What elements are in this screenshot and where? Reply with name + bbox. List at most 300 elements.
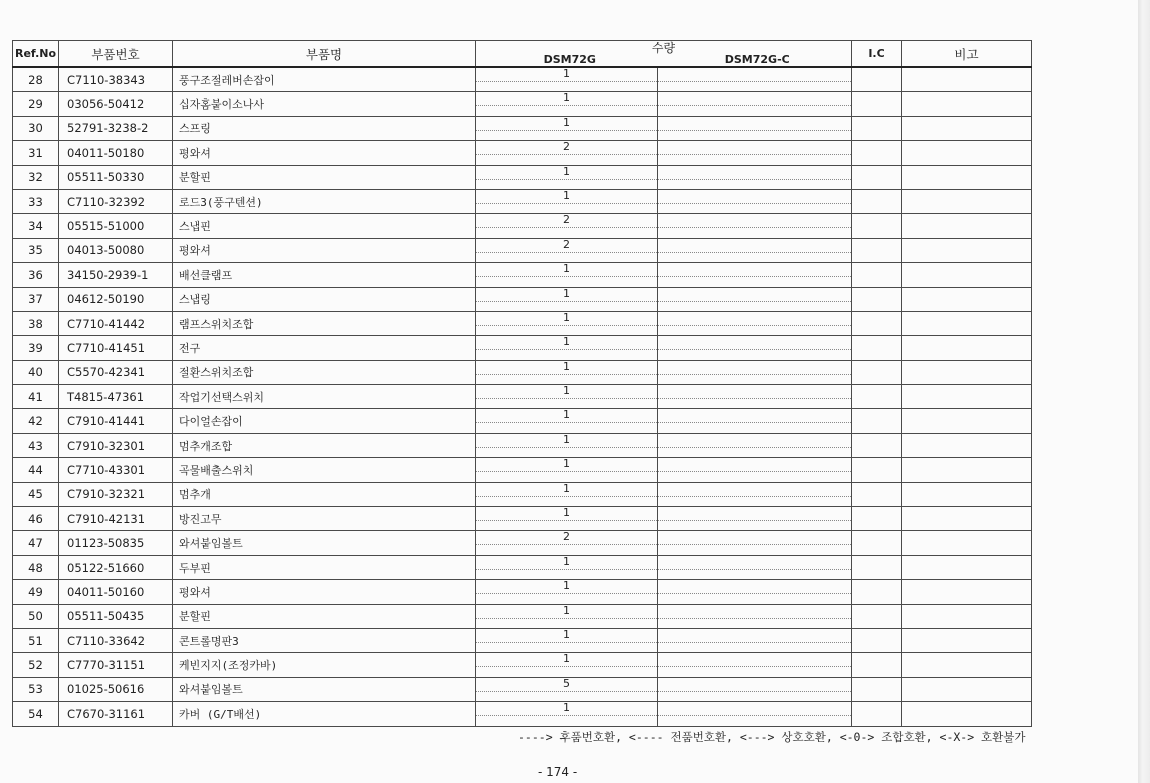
qty-guide-line [658, 520, 851, 521]
qty-guide-line [658, 593, 851, 594]
row-ic [852, 482, 902, 506]
row-ic [852, 580, 902, 604]
row-qty-dsm72g [476, 165, 658, 189]
qty-guide-line [658, 276, 851, 277]
row-part-number: 04011-50180 [59, 141, 173, 165]
qty-guide-line [476, 715, 657, 716]
header-remarks: 비고 [902, 41, 1032, 68]
row-part-name: 절환스위치조합 [173, 360, 476, 384]
qty-guide-line [476, 666, 657, 667]
row-qty-dsm72g-c [658, 409, 852, 433]
row-remarks [902, 214, 1032, 238]
row-remarks [902, 555, 1032, 579]
row-remarks [902, 531, 1032, 555]
row-remarks [902, 458, 1032, 482]
row-qty-dsm72g-c [658, 214, 852, 238]
row-part-number: 05515-51000 [59, 214, 173, 238]
row-ref-no: 38 [13, 311, 59, 335]
row-ref-no: 42 [13, 409, 59, 433]
row-ic [852, 385, 902, 409]
row-qty-dsm72g-value: 1 [563, 457, 570, 471]
table-row [13, 604, 1032, 628]
row-qty-dsm72g [476, 702, 658, 726]
interchange-legend: ----> 후품번호환, <---- 전품번호환, <---> 상호호환, <-0-> 조합호환, <-X-> 호환불가 [518, 730, 1026, 744]
row-part-number: 34150-2939-1 [59, 263, 173, 287]
row-qty-dsm72g [476, 214, 658, 238]
table-row [13, 116, 1032, 140]
row-part-number: 04013-50080 [59, 238, 173, 262]
row-ic [852, 409, 902, 433]
row-part-number: C7910-32301 [59, 433, 173, 457]
row-part-name: 케빈지지(조정카바) [173, 653, 476, 677]
row-part-name: 방진고무 [173, 507, 476, 531]
row-part-name: 스프링 [173, 116, 476, 140]
row-qty-dsm72g-c [658, 653, 852, 677]
row-part-name: 배선클램프 [173, 263, 476, 287]
qty-guide-line [658, 544, 851, 545]
row-remarks [902, 507, 1032, 531]
row-qty-dsm72g-c [658, 311, 852, 335]
qty-guide-line [658, 179, 851, 180]
row-qty-dsm72g [476, 141, 658, 165]
row-part-name: 다이얼손잡이 [173, 409, 476, 433]
row-part-name: 작업기선택스위치 [173, 385, 476, 409]
row-part-number: C7710-41442 [59, 311, 173, 335]
qty-guide-line [658, 154, 851, 155]
row-qty-dsm72g [476, 92, 658, 116]
row-ref-no: 36 [13, 263, 59, 287]
row-part-number: 04011-50160 [59, 580, 173, 604]
row-remarks [902, 433, 1032, 457]
qty-guide-line [476, 569, 657, 570]
row-ref-no: 49 [13, 580, 59, 604]
row-qty-dsm72g [476, 482, 658, 506]
qty-guide-line [476, 691, 657, 692]
row-qty-dsm72g [476, 189, 658, 213]
row-part-name: 스냅링 [173, 287, 476, 311]
row-qty-dsm72g [476, 311, 658, 335]
table-row [13, 360, 1032, 384]
row-ic [852, 360, 902, 384]
row-ref-no: 33 [13, 189, 59, 213]
row-qty-dsm72g-value: 1 [563, 311, 570, 324]
header-part-name: 부품명 [173, 41, 476, 68]
row-part-number: C7110-32392 [59, 189, 173, 213]
qty-guide-line [658, 569, 851, 570]
table-row [13, 214, 1032, 238]
row-ic [852, 433, 902, 457]
qty-guide-line [476, 398, 657, 399]
row-qty-dsm72g [476, 555, 658, 579]
row-part-name: 곡물배출스위치 [173, 458, 476, 482]
qty-guide-line [476, 496, 657, 497]
row-qty-dsm72g-value: 5 [563, 677, 570, 690]
row-remarks [902, 677, 1032, 701]
qty-guide-line [658, 715, 851, 716]
row-part-name: 와셔붙임볼트 [173, 531, 476, 555]
row-part-name: 평와셔 [173, 238, 476, 262]
row-qty-dsm72g-value: 2 [563, 238, 570, 251]
row-ref-no: 50 [13, 604, 59, 628]
row-ref-no: 40 [13, 360, 59, 384]
row-part-number: C7910-32321 [59, 482, 173, 506]
row-ic [852, 189, 902, 213]
qty-guide-line [476, 203, 657, 204]
qty-guide-line [476, 105, 657, 106]
scan-edge [1138, 0, 1150, 783]
qty-guide-line [476, 593, 657, 594]
qty-guide-line [476, 544, 657, 545]
row-ic [852, 311, 902, 335]
table-row [13, 653, 1032, 677]
row-ic [852, 531, 902, 555]
row-ic [852, 555, 902, 579]
row-part-number: 52791-3238-2 [59, 116, 173, 140]
qty-guide-line [476, 447, 657, 448]
row-ic [852, 458, 902, 482]
qty-guide-line [658, 496, 851, 497]
table-row [13, 336, 1032, 360]
qty-guide-line [476, 276, 657, 277]
parts-table [12, 40, 1032, 727]
row-qty-dsm72g [476, 604, 658, 628]
row-ic [852, 677, 902, 701]
row-remarks [902, 653, 1032, 677]
row-ref-no: 54 [13, 702, 59, 726]
row-ref-no: 47 [13, 531, 59, 555]
row-part-number: C7710-43301 [59, 458, 173, 482]
row-qty-dsm72g-c [658, 677, 852, 701]
row-qty-dsm72g-c [658, 433, 852, 457]
row-part-name: 평와셔 [173, 580, 476, 604]
row-qty-dsm72g-c [658, 336, 852, 360]
row-part-number: C7710-41451 [59, 336, 173, 360]
row-qty-dsm72g-c [658, 580, 852, 604]
row-qty-dsm72g-c [658, 555, 852, 579]
row-qty-dsm72g-value: 1 [563, 262, 570, 276]
row-remarks [902, 263, 1032, 287]
table-row [13, 189, 1032, 213]
qty-guide-line [476, 179, 657, 180]
row-ref-no: 31 [13, 141, 59, 165]
row-qty-dsm72g [476, 580, 658, 604]
row-ref-no: 30 [13, 116, 59, 140]
qty-guide-line [476, 154, 657, 155]
row-remarks [902, 482, 1032, 506]
row-part-number: C5570-42341 [59, 360, 173, 384]
row-remarks [902, 604, 1032, 628]
row-ref-no: 28 [13, 67, 59, 92]
row-qty-dsm72g-c [658, 507, 852, 531]
qty-guide-line [476, 227, 657, 228]
table-row [13, 482, 1032, 506]
qty-guide-line [476, 81, 657, 82]
row-ref-no: 35 [13, 238, 59, 262]
row-part-name: 분할핀 [173, 604, 476, 628]
row-part-number: 03056-50412 [59, 92, 173, 116]
row-qty-dsm72g-c [658, 287, 852, 311]
row-qty-dsm72g-value: 1 [563, 335, 570, 349]
row-qty-dsm72g [476, 287, 658, 311]
row-qty-dsm72g-c [658, 458, 852, 482]
table-row [13, 580, 1032, 604]
row-part-number: 05511-50330 [59, 165, 173, 189]
row-qty-dsm72g-c [658, 67, 852, 92]
row-qty-dsm72g-c [658, 385, 852, 409]
row-qty-dsm72g-value: 2 [563, 530, 570, 544]
row-remarks [902, 67, 1032, 92]
row-qty-dsm72g-value: 1 [563, 408, 570, 422]
row-qty-dsm72g-value: 1 [563, 701, 570, 715]
row-qty-dsm72g-value: 1 [563, 579, 570, 593]
table-row [13, 409, 1032, 433]
row-ref-no: 39 [13, 336, 59, 360]
row-ref-no: 44 [13, 458, 59, 482]
row-ref-no: 52 [13, 653, 59, 677]
row-part-number: 04612-50190 [59, 287, 173, 311]
row-remarks [902, 238, 1032, 262]
row-part-name: 멈추개 [173, 482, 476, 506]
qty-guide-line [476, 301, 657, 302]
row-qty-dsm72g [476, 653, 658, 677]
row-qty-dsm72g [476, 628, 658, 652]
row-qty-dsm72g-c [658, 702, 852, 726]
row-ic [852, 92, 902, 116]
qty-guide-line [658, 301, 851, 302]
table-row [13, 702, 1032, 726]
row-qty-dsm72g [476, 238, 658, 262]
row-remarks [902, 360, 1032, 384]
row-part-number: C7770-31151 [59, 653, 173, 677]
table-row [13, 507, 1032, 531]
row-ic [852, 287, 902, 311]
row-ic [852, 336, 902, 360]
row-qty-dsm72g-value: 1 [563, 555, 570, 568]
row-part-number: 05511-50435 [59, 604, 173, 628]
table-row [13, 677, 1032, 701]
row-part-number: 05122-51660 [59, 555, 173, 579]
row-part-name: 두부핀 [173, 555, 476, 579]
row-ic [852, 653, 902, 677]
row-part-name: 분할핀 [173, 165, 476, 189]
qty-guide-line [476, 130, 657, 131]
header-ref-no: Ref.No [13, 41, 59, 68]
header-part-number: 부품번호 [59, 41, 173, 68]
row-part-name: 콘트롤명판3 [173, 628, 476, 652]
row-part-name: 스냅핀 [173, 214, 476, 238]
row-ref-no: 51 [13, 628, 59, 652]
qty-guide-line [658, 81, 851, 82]
row-ref-no: 48 [13, 555, 59, 579]
row-qty-dsm72g-c [658, 604, 852, 628]
row-ic [852, 165, 902, 189]
row-part-number: 01025-50616 [59, 677, 173, 701]
row-ic [852, 702, 902, 726]
row-qty-dsm72g-c [658, 482, 852, 506]
row-qty-dsm72g [476, 677, 658, 701]
row-qty-dsm72g-value: 1 [563, 506, 570, 520]
qty-guide-line [658, 130, 851, 131]
row-part-number: 01123-50835 [59, 531, 173, 555]
row-ic [852, 67, 902, 92]
header-ic: I.C [852, 41, 902, 68]
row-ic [852, 604, 902, 628]
row-qty-dsm72g-value: 1 [563, 433, 570, 446]
qty-guide-line [658, 471, 851, 472]
header-quantity [476, 41, 852, 68]
row-qty-dsm72g [476, 385, 658, 409]
qty-guide-line [476, 349, 657, 350]
row-remarks [902, 116, 1032, 140]
table-row [13, 263, 1032, 287]
row-remarks [902, 287, 1032, 311]
table-row [13, 311, 1032, 335]
row-qty-dsm72g-value: 1 [563, 287, 570, 300]
row-part-name: 로드3(풍구텐션) [173, 189, 476, 213]
row-qty-dsm72g-c [658, 116, 852, 140]
row-remarks [902, 702, 1032, 726]
qty-guide-line [658, 666, 851, 667]
page-number: - 174 - [538, 765, 578, 779]
row-part-name: 전구 [173, 336, 476, 360]
qty-guide-line [476, 374, 657, 375]
row-remarks [902, 311, 1032, 335]
row-ic [852, 263, 902, 287]
row-qty-dsm72g-c [658, 238, 852, 262]
row-remarks [902, 141, 1032, 165]
qty-guide-line [658, 349, 851, 350]
row-qty-dsm72g-c [658, 628, 852, 652]
row-qty-dsm72g-value: 1 [563, 165, 570, 178]
row-remarks [902, 580, 1032, 604]
qty-guide-line [658, 422, 851, 423]
table-row [13, 531, 1032, 555]
header-model-a: DSM72G [543, 53, 596, 66]
row-part-name: 램프스위치조합 [173, 311, 476, 335]
row-ref-no: 34 [13, 214, 59, 238]
header-quantity-label: 수량 [651, 41, 676, 55]
qty-guide-line [476, 252, 657, 253]
row-qty-dsm72g [476, 336, 658, 360]
qty-guide-line [476, 520, 657, 521]
qty-guide-line [658, 325, 851, 326]
row-qty-dsm72g-c [658, 189, 852, 213]
row-qty-dsm72g-value: 1 [563, 360, 570, 373]
qty-guide-line [658, 398, 851, 399]
row-part-number: C7910-42131 [59, 507, 173, 531]
qty-guide-line [658, 447, 851, 448]
table-row [13, 458, 1032, 482]
qty-guide-line [658, 642, 851, 643]
row-remarks [902, 92, 1032, 116]
row-qty-dsm72g-value: 1 [563, 189, 570, 202]
row-qty-dsm72g-value: 1 [563, 604, 570, 617]
row-qty-dsm72g-value: 2 [563, 213, 570, 227]
row-qty-dsm72g-value: 1 [563, 482, 570, 495]
row-remarks [902, 385, 1032, 409]
table-row [13, 555, 1032, 579]
row-qty-dsm72g [476, 507, 658, 531]
row-ref-no: 41 [13, 385, 59, 409]
row-qty-dsm72g-c [658, 165, 852, 189]
row-part-name: 십자홈붙이소나사 [173, 92, 476, 116]
row-ic [852, 628, 902, 652]
row-qty-dsm72g [476, 409, 658, 433]
table-row [13, 238, 1032, 262]
table-row [13, 433, 1032, 457]
table-row [13, 67, 1032, 92]
table-row [13, 628, 1032, 652]
row-ref-no: 37 [13, 287, 59, 311]
qty-guide-line [658, 252, 851, 253]
table-row [13, 141, 1032, 165]
row-qty-dsm72g [476, 433, 658, 457]
row-part-number: C7910-41441 [59, 409, 173, 433]
row-qty-dsm72g [476, 458, 658, 482]
row-qty-dsm72g-c [658, 263, 852, 287]
row-ic [852, 141, 902, 165]
row-qty-dsm72g-value: 1 [563, 116, 570, 129]
row-qty-dsm72g-value: 2 [563, 140, 570, 154]
row-ref-no: 32 [13, 165, 59, 189]
qty-guide-line [658, 618, 851, 619]
row-ref-no: 46 [13, 507, 59, 531]
row-qty-dsm72g [476, 531, 658, 555]
row-qty-dsm72g-value: 1 [563, 91, 570, 105]
row-part-number: C7670-31161 [59, 702, 173, 726]
row-ref-no: 29 [13, 92, 59, 116]
row-remarks [902, 628, 1032, 652]
qty-guide-line [658, 227, 851, 228]
table-row [13, 287, 1032, 311]
row-qty-dsm72g-value: 1 [563, 628, 570, 641]
header-model-b: DSM72G-C [724, 53, 790, 66]
row-qty-dsm72g-c [658, 531, 852, 555]
row-qty-dsm72g-c [658, 360, 852, 384]
table-row [13, 92, 1032, 116]
row-ref-no: 43 [13, 433, 59, 457]
qty-guide-line [476, 471, 657, 472]
row-qty-dsm72g-value: 1 [563, 652, 570, 666]
row-remarks [902, 189, 1032, 213]
qty-guide-line [476, 422, 657, 423]
row-qty-dsm72g-c [658, 92, 852, 116]
row-ic [852, 116, 902, 140]
row-part-name: 풍구조절레버손잡이 [173, 67, 476, 92]
row-ref-no: 45 [13, 482, 59, 506]
row-qty-dsm72g [476, 360, 658, 384]
row-remarks [902, 409, 1032, 433]
row-part-name: 와셔붙임볼트 [173, 677, 476, 701]
row-ref-no: 53 [13, 677, 59, 701]
qty-guide-line [476, 325, 657, 326]
row-part-number: T4815-47361 [59, 385, 173, 409]
row-part-name: 멈추개조합 [173, 433, 476, 457]
qty-guide-line [658, 105, 851, 106]
row-ic [852, 238, 902, 262]
row-ic [852, 214, 902, 238]
row-part-name: 카버 (G/T배선) [173, 702, 476, 726]
header-row [13, 41, 1032, 68]
qty-guide-line [476, 618, 657, 619]
row-part-number: C7110-38343 [59, 67, 173, 92]
row-qty-dsm72g-c [658, 141, 852, 165]
row-qty-dsm72g-value: 1 [563, 67, 570, 80]
qty-guide-line [658, 203, 851, 204]
row-qty-dsm72g-value: 1 [563, 384, 570, 398]
row-part-number: C7110-33642 [59, 628, 173, 652]
row-remarks [902, 336, 1032, 360]
